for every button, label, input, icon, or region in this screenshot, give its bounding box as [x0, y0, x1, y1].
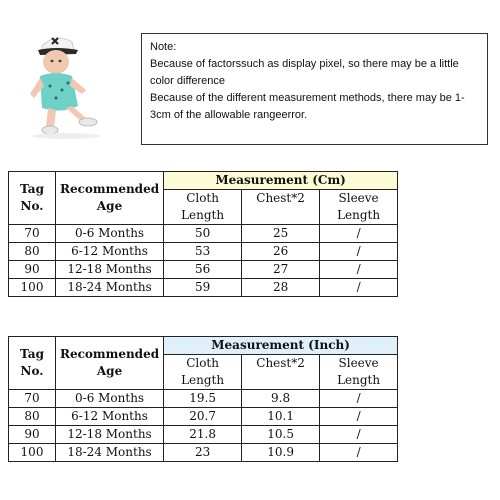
tag-cell: 90	[9, 261, 56, 279]
table-row	[9, 261, 398, 279]
col-chest: Chest*2	[242, 190, 320, 225]
col-chest: Chest*2	[242, 355, 320, 390]
table-row	[9, 279, 398, 297]
measurement-header: Measurement (Inch)	[164, 337, 398, 355]
age-cell: 12-18 Months	[56, 426, 164, 444]
sleeve-cell: /	[320, 408, 398, 426]
size-table-cm	[8, 171, 398, 297]
cloth-length-cell: 23	[164, 444, 242, 462]
tag-cell: 70	[9, 225, 56, 243]
chest-cell: 28	[242, 279, 320, 297]
tag-cell: 100	[9, 444, 56, 462]
cloth-length-cell: 21.8	[164, 426, 242, 444]
chest-cell: 25	[242, 225, 320, 243]
sleeve-cell: /	[320, 426, 398, 444]
child-photo	[12, 28, 124, 140]
cloth-length-cell: 19.5	[164, 390, 242, 408]
sleeve-cell: /	[320, 261, 398, 279]
chest-cell: 10.5	[242, 426, 320, 444]
table-row	[9, 426, 398, 444]
chest-cell: 26	[242, 243, 320, 261]
cloth-length-cell: 20.7	[164, 408, 242, 426]
age-cell: 18-24 Months	[56, 279, 164, 297]
col-sleeve-length: Sleeve Length	[320, 190, 398, 225]
age-header: Recommended Age	[56, 172, 164, 225]
age-cell: 6-12 Months	[56, 243, 164, 261]
cloth-length-cell: 56	[164, 261, 242, 279]
measurement-header: Measurement (Cm)	[164, 172, 398, 190]
chest-cell: 10.9	[242, 444, 320, 462]
chest-cell: 9.8	[242, 390, 320, 408]
cloth-length-cell: 53	[164, 243, 242, 261]
age-cell: 0-6 Months	[56, 225, 164, 243]
tag-cell: 80	[9, 408, 56, 426]
sleeve-cell: /	[320, 390, 398, 408]
table-row	[9, 243, 398, 261]
age-header: Recommended Age	[56, 337, 164, 390]
note-line-color: Because of factorssuch as display pixel, so there may be a little color difference	[150, 58, 459, 87]
tag-cell: 100	[9, 279, 56, 297]
col-sleeve-length: Sleeve Length	[320, 355, 398, 390]
age-cell: 12-18 Months	[56, 261, 164, 279]
sleeve-cell: /	[320, 444, 398, 462]
chest-cell: 10.1	[242, 408, 320, 426]
sleeve-cell: /	[320, 243, 398, 261]
note-box	[141, 33, 488, 145]
size-table-inch	[8, 336, 398, 462]
age-cell: 6-12 Months	[56, 408, 164, 426]
col-cloth-length: Cloth Length	[164, 355, 242, 390]
note-line-measurement: Because of the different measurement methods, there may be 1-3cm of the allowable rangeerror.	[150, 92, 465, 121]
age-cell: 0-6 Months	[56, 390, 164, 408]
table-row	[9, 390, 398, 408]
table-row	[9, 408, 398, 426]
sleeve-cell: /	[320, 279, 398, 297]
child-photo-icon	[12, 28, 124, 140]
tag-cell: 70	[9, 390, 56, 408]
table-row	[9, 225, 398, 243]
cloth-length-cell: 50	[164, 225, 242, 243]
sleeve-cell: /	[320, 225, 398, 243]
tag-header: Tag No.	[9, 172, 56, 225]
age-cell: 18-24 Months	[56, 444, 164, 462]
chest-cell: 27	[242, 261, 320, 279]
tag-cell: 90	[9, 426, 56, 444]
tag-header: Tag No.	[9, 337, 56, 390]
col-cloth-length: Cloth Length	[164, 190, 242, 225]
tag-cell: 80	[9, 243, 56, 261]
table-row	[9, 444, 398, 462]
cloth-length-cell: 59	[164, 279, 242, 297]
note-title: Note:	[150, 41, 177, 53]
